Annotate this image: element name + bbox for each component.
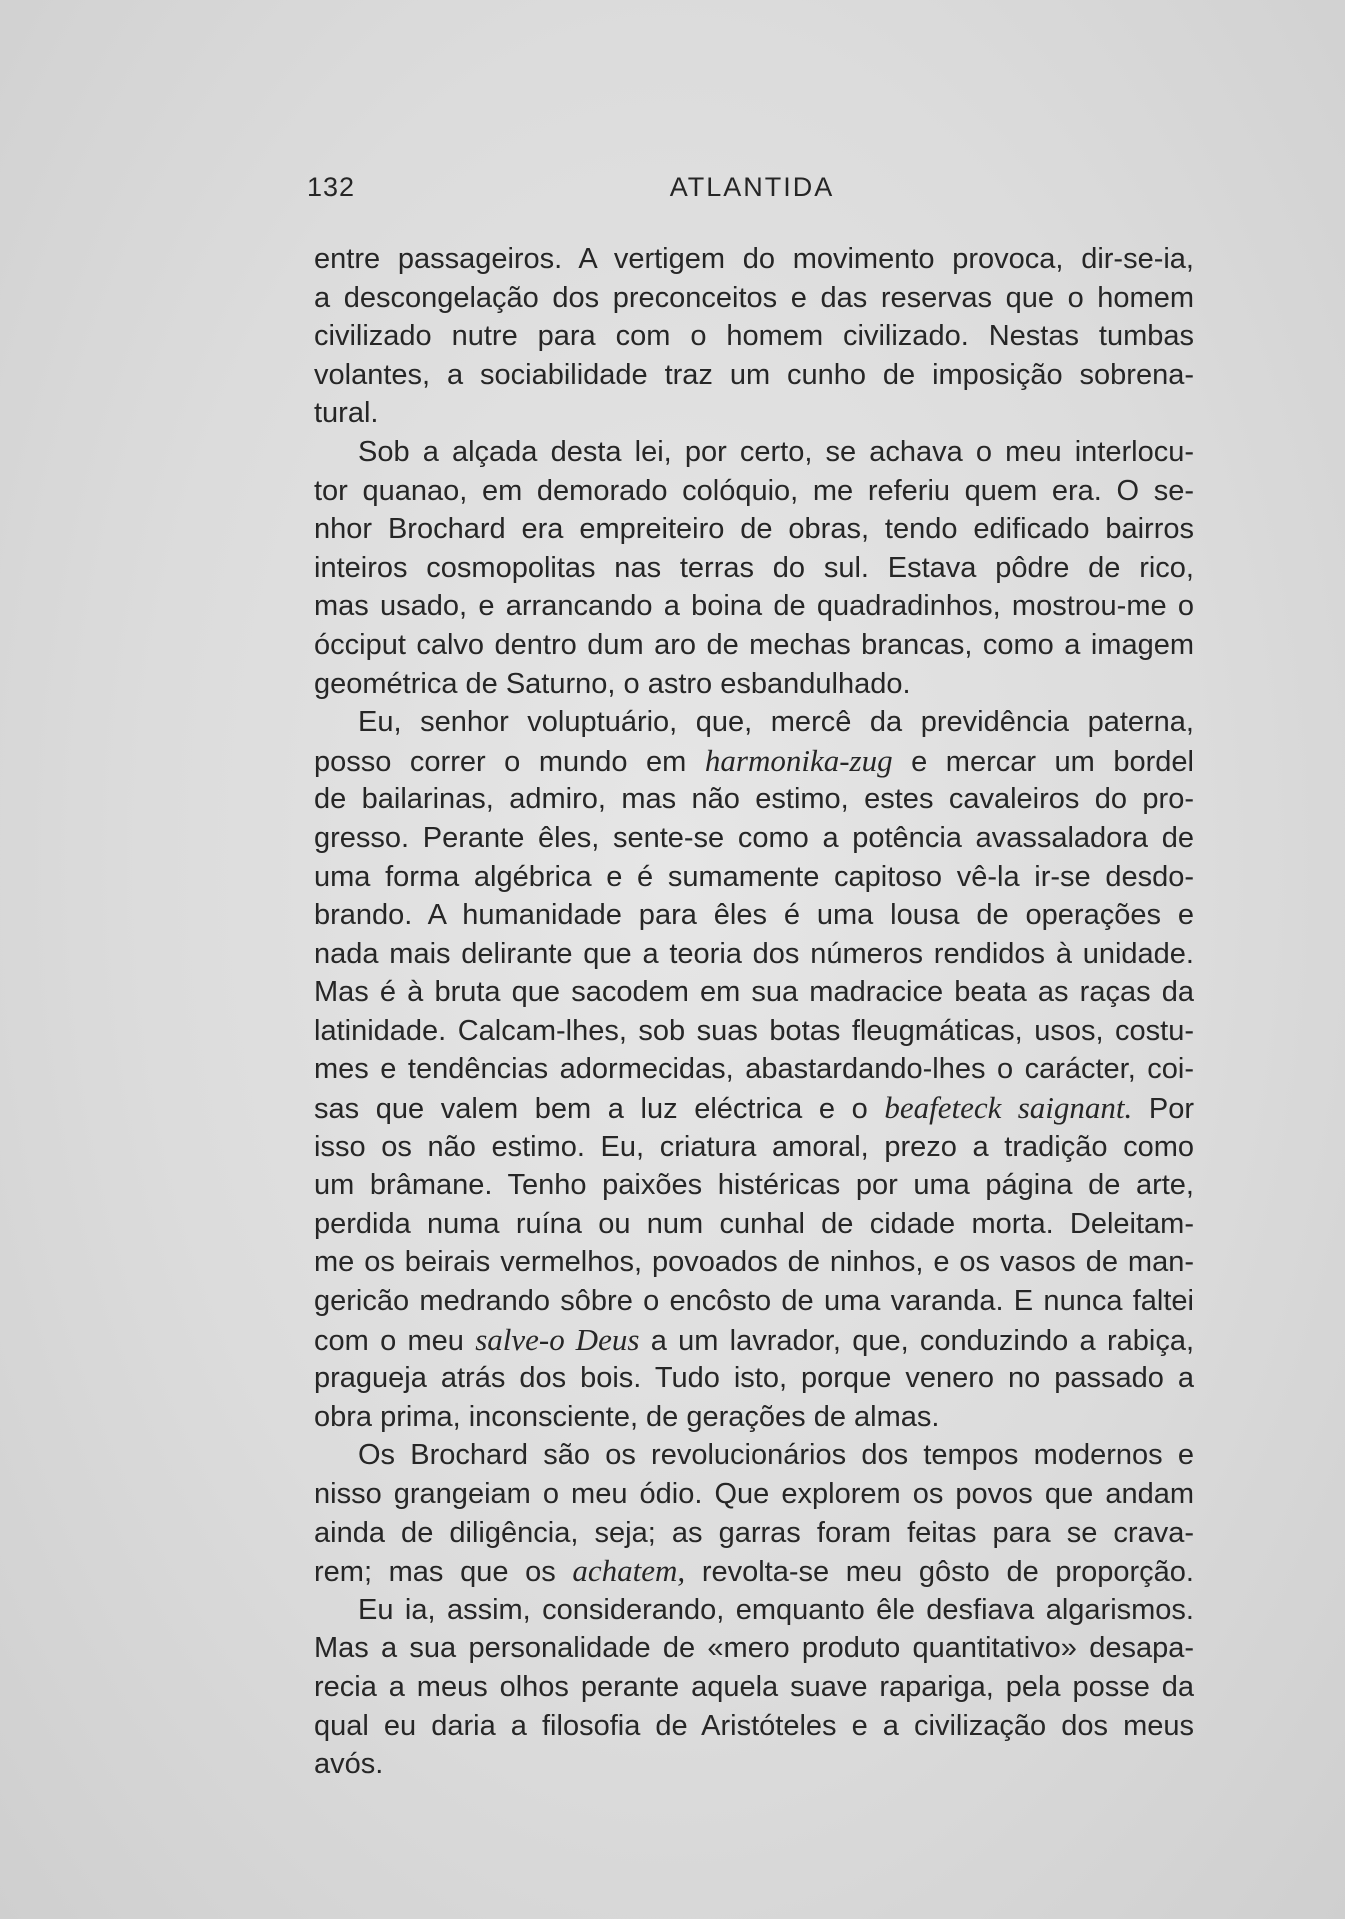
italic-term: achatem, (572, 1553, 686, 1589)
text-line: ainda de diligência, seja; as garras foram feitas para se crava- (314, 1516, 1194, 1549)
text-line: nada mais delirante que a teoria dos números rendidos à unidade. (314, 937, 1194, 970)
body-text (314, 240, 1194, 1784)
line-text: a um lavrador, que, conduzindo a rabiça, (639, 1324, 1195, 1357)
text-line: nhor Brochard era empreiteiro de obras, tendo edificado bairros (314, 513, 1194, 546)
text-line: latinidade. Calcam-lhes, sob suas botas fleugmáticas, usos, costu- (314, 1014, 1194, 1047)
text-line: recia a meus olhos perante aquela suave rapariga, pela posse da (314, 1670, 1194, 1703)
line-text: rem; mas que os (314, 1556, 573, 1589)
text-line: ócciput calvo dentro dum aro de mechas brancas, como a imagem (314, 628, 1194, 661)
italic-term: beafeteck saignant. (884, 1090, 1133, 1126)
text-line: brando. A humanidade para êles é uma lousa de operações e (314, 899, 1194, 932)
text-line: civilizado nutre para com o homem civilizado. Nestas tumbas (314, 320, 1194, 353)
text-line: Sob a alçada desta lei, por certo, se achava o meu interlocu- (358, 435, 1194, 468)
text-line: gresso. Perante êles, sente-se como a potência avassaladora de (314, 821, 1194, 854)
line-text: Por (1132, 1093, 1195, 1126)
page-header (307, 172, 1197, 212)
text-line: entre passageiros. A vertigem do movimento provoca, dir-se-ia, (314, 243, 1194, 275)
page-number: 132 (307, 172, 356, 202)
text-line: qual eu daria a filosofia de Aristóteles e a civilização dos meus (314, 1709, 1194, 1742)
running-title: ATLANTIDA (669, 172, 835, 202)
text-line: um brâmane. Tenho paixões histéricas por uma página de arte, (314, 1169, 1194, 1202)
line-text: sas que valem bem a luz eléctrica e o (314, 1093, 885, 1126)
text-line: uma forma algébrica e é sumamente capitoso vê-la ir-se desdo- (314, 860, 1194, 893)
line-text: revolta-se meu gôsto de proporção. (685, 1556, 1194, 1589)
text-line: Mas a sua personalidade de «mero produto quantitativo» desapa- (314, 1632, 1194, 1665)
text-line (314, 1552, 1194, 1591)
text-line (314, 742, 1194, 781)
text-line: tor quanao, em demorado colóquio, me referiu quem era. O se- (314, 474, 1194, 507)
italic-term: salve-o Deus (475, 1321, 640, 1357)
text-line: geométrica de Saturno, o astro esbandulhado. (314, 667, 911, 700)
text-line: Eu ia, assim, considerando, emquanto êle desfiava algarismos. (358, 1593, 1194, 1626)
text-line: a descongelação dos preconceitos e das reservas que o homem (314, 281, 1194, 314)
text-line (314, 1321, 1194, 1360)
text-line: Mas é à bruta que sacodem em sua madracice beata as raças da (314, 976, 1194, 1009)
text-line: Eu, senhor voluptuário, que, mercê da previdência paterna, (358, 706, 1194, 739)
line-text: posso correr o mundo em (314, 745, 705, 778)
text-line: tural. (314, 397, 379, 430)
text-line: obra prima, inconsciente, de gerações de almas. (314, 1400, 940, 1433)
text-line: pragueja atrás dos bois. Tudo isto, porque venero no passado a (314, 1362, 1194, 1395)
text-line (314, 1089, 1194, 1128)
text-line: avós. (314, 1748, 384, 1781)
text-line: me os beirais vermelhos, povoados de ninhos, e os vasos de man- (314, 1246, 1194, 1279)
text-line: mes e tendências adormecidas, abastardando-lhes o carácter, coi- (314, 1053, 1194, 1086)
line-text: com o meu (314, 1324, 476, 1357)
text-line: gericão medrando sôbre o encôsto de uma varanda. E nunca faltei (314, 1285, 1194, 1318)
italic-term: harmonika-zug (704, 742, 893, 778)
text-line: Os Brochard são os revolucionários dos tempos modernos e (358, 1439, 1194, 1472)
text-line: inteiros cosmopolitas nas terras do sul. Estava pôdre de rico, (314, 551, 1194, 584)
line-text: e mercar um bordel (892, 745, 1194, 778)
text-line: volantes, a sociabilidade traz um cunho de imposição sobrena- (314, 358, 1194, 391)
text-line: de bailarinas, admiro, mas não estimo, estes cavaleiros do pro- (314, 783, 1194, 816)
text-line: isso os não estimo. Eu, criatura amoral, prezo a tradição como (314, 1130, 1194, 1163)
text-line: perdida numa ruína ou num cunhal de cidade morta. Deleitam- (314, 1207, 1194, 1240)
text-line: nisso grangeiam o meu ódio. Que explorem os povos que andam (314, 1478, 1194, 1510)
text-line: mas usado, e arrancando a boina de quadradinhos, mostrou-me o (314, 590, 1194, 623)
